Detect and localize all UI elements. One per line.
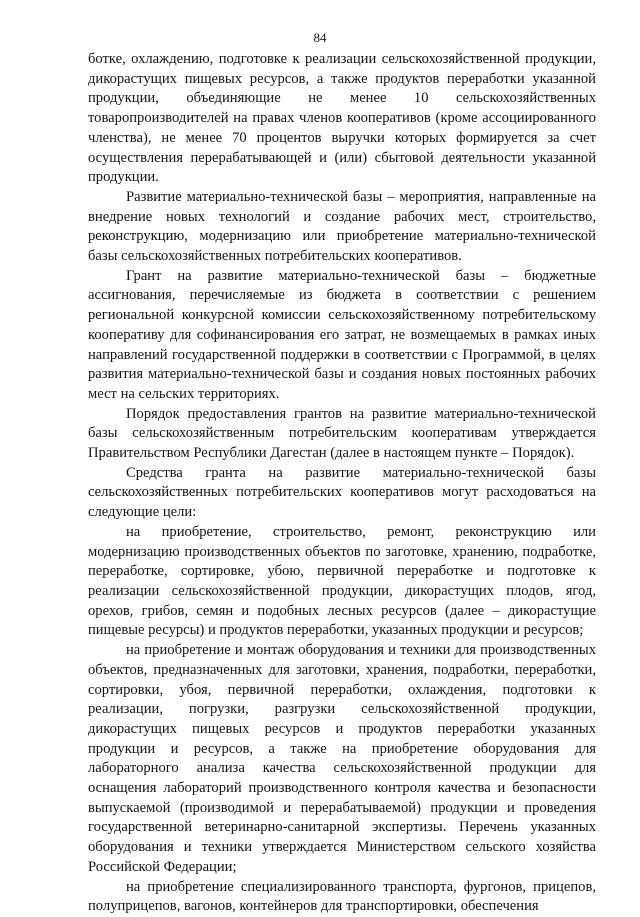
paragraph-grant-purposes: Средства гранта на развитие материально-технической базы сельскохозяйственных потребительских кооперативов могут расходоваться на следующие цели:: [88, 464, 596, 521]
paragraph-definition-development: Развитие материально-технической базы – мероприятия, направленные на внедрение новых технологий и создание рабочих мест, строительство, реконструкцию, модернизацию или приобретение материально-технической базы сельскохозяйственных потребительских кооперативов.: [88, 188, 596, 265]
paragraph-purpose-equipment: на приобретение и монтаж оборудования и техники для производственных объектов, предназначенных для заготовки, хранения, подработки, переработки, сортировки, убоя, первичной переработки, охлаждения, подготовки к реализации, погрузки, разгрузки сельскохозяйственной продукции, дикорастущих пищевых ресурсов и продуктов переработки указанных продукции и ресурсов, а также на приобретение оборудования для лабораторного анализа качества сельскохозяйственной продукции для оснащения лабораторий производственного контроля качества и безопасности выпускаемой (производимой и перерабатываемой) продукции и проведения государственной ветеринарно-санитарной экспертизы. Перечень указанных оборудования и техники утверждается Министерством сельского хозяйства Российской Федерации;: [88, 642, 596, 875]
paragraph-purpose-facilities: на приобретение, строительство, ремонт, реконструкцию или модернизацию производственных объектов по заготовке, хранению, подработке, переработке, сортировке, убою, первичной переработке и подготовке к реализации сельскохозяйственной продукции, дикорастущих плодов, ягод, орехов, грибов, семян и подобных лесных ресурсов (далее – дикорастущие пищевые ресурсы) и продуктов переработки, указанных продукции и ресурсов;: [88, 523, 596, 639]
paragraph-grant-procedure: Порядок предоставления грантов на развитие материально-технической базы сельскохозяйственным потребительским кооперативам утверждается Правительством Республики Дагестан (далее в настоящем пункте – Порядок).: [88, 405, 596, 462]
paragraph-continuation: ботке, охлаждению, подготовке к реализации сельскохозяйственной продукции, дикорастущих пищевых ресурсов, а также продуктов переработки указанной продукции, объединяющие не менее 10 сельскохозяйственных товаропроизводителей на правах членов кооперативов (кроме ассоциированного членства), не менее 70 процентов выручки которых формируется за счет осуществления перерабатывающей и (или) сбытовой деятельности указанной продукции.: [88, 51, 596, 186]
paragraph-purpose-transport: на приобретение специализированного транспорта, фургонов, прицепов, полуприцепов, вагонов, контейнеров для транспортировки, обеспечения: [88, 878, 596, 915]
page-number: 84: [313, 30, 327, 45]
paragraph-definition-grant: Грант на развитие материально-технической базы – бюджетные ассигнования, перечисляемые из бюджета в соответствии с решением региональной конкурсной комиссии сельскохозяйственному потребительскому кооперативу для софинансирования его затрат, не возмещаемых в рамках иных направлений государственной поддержки в соответствии с Программой, в целях развития материально-технической базы и создания новых постоянных рабочих мест на сельских территориях.: [88, 267, 596, 402]
document-body: [88, 50, 596, 917]
